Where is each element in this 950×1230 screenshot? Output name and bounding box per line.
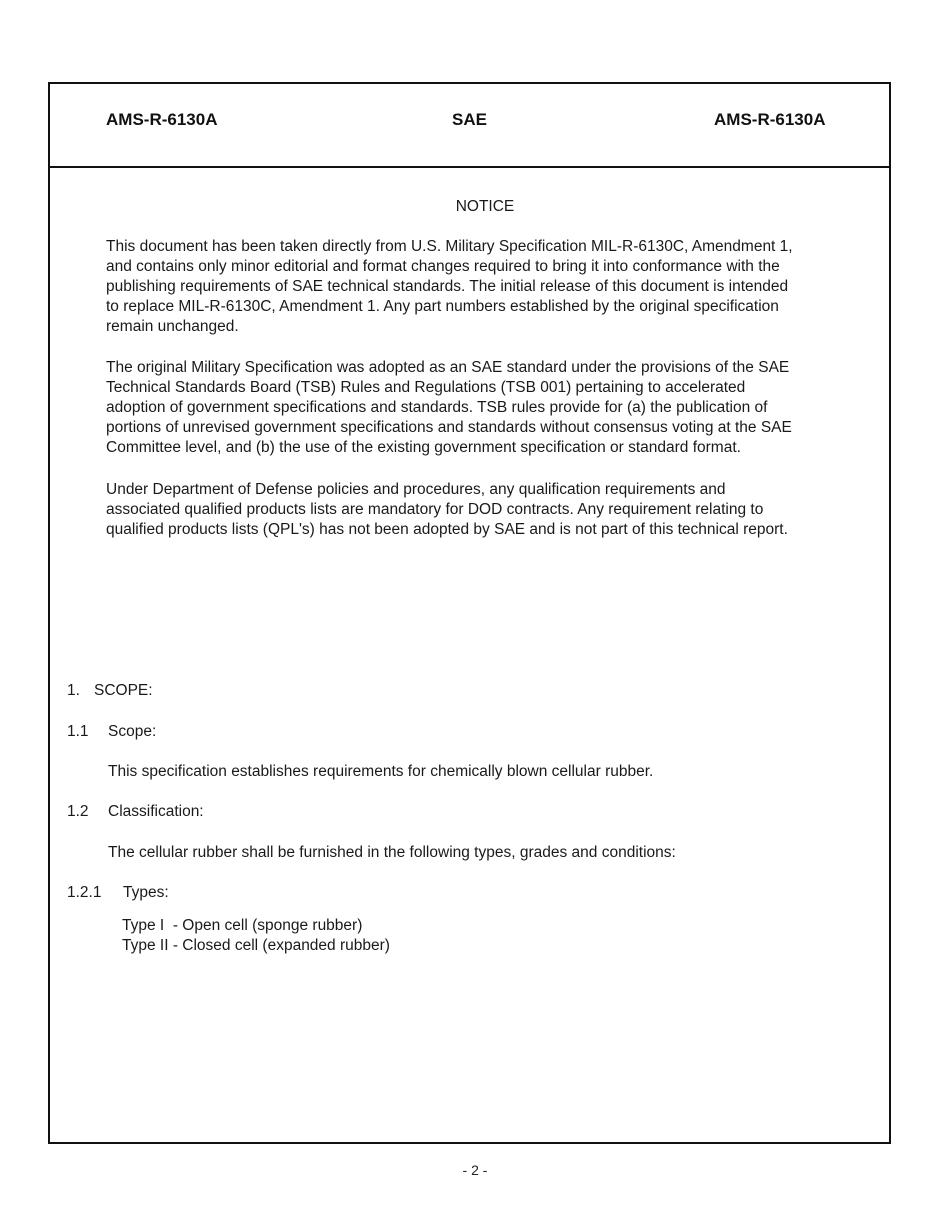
notice-title: NOTICE [455, 198, 515, 215]
header-organization: SAE [452, 110, 487, 129]
paragraph-line: This document has been taken directly from U.S. Military Specification MIL-R-6130C, Amendment 1, [106, 238, 793, 255]
section-1-1-body: This specification establishes requirements for chemically blown cellular rubber. [108, 763, 654, 780]
section-1-1-number: 1.1 [67, 723, 89, 740]
page-number: - 2 - [462, 1162, 488, 1178]
section-1-1-title: Scope: [108, 723, 157, 740]
paragraph-line: The original Military Specification was adopted as an SAE standard under the provisions of the SAE [106, 359, 790, 376]
section-1-2-body: The cellular rubber shall be furnished in the following types, grades and conditions: [108, 844, 676, 861]
section-1-2-title: Classification: [108, 803, 204, 820]
section-1-2-number: 1.2 [67, 803, 89, 820]
paragraph-line: remain unchanged. [106, 318, 239, 335]
paragraph-line: publishing requirements of SAE technical standards. The initial release of this document is intended [106, 278, 789, 295]
paragraph-line: qualified products lists (QPL's) has not been adopted by SAE and is not part of this technical report. [106, 521, 788, 538]
section-1-number: 1. [67, 682, 80, 699]
header-doc-id-right: AMS-R-6130A [714, 110, 826, 129]
paragraph-line: Under Department of Defense policies and procedures, any qualification requirements and [106, 481, 726, 498]
type-list-item: Type I - Open cell (sponge rubber) [122, 917, 363, 934]
paragraph-line: adoption of government specifications and standards. TSB rules provide for (a) the publication of [106, 399, 768, 416]
header-doc-id-left: AMS-R-6130A [106, 110, 218, 129]
paragraph-line: and contains only minor editorial and format changes required to bring it into conformance with the [106, 258, 780, 275]
notice-paragraph-2 [106, 358, 866, 458]
paragraph-line: to replace MIL-R-6130C, Amendment 1. Any part numbers established by the original specification [106, 298, 779, 315]
type-list-item: Type II - Closed cell (expanded rubber) [122, 937, 390, 954]
paragraph-line: Committee level, and (b) the use of the existing government specification or standard format. [106, 439, 741, 456]
paragraph-line: portions of unrevised government specifications and standards without consensus voting at the SAE [106, 419, 792, 436]
notice-paragraph-1 [106, 237, 866, 337]
document-header [50, 84, 889, 168]
section-1-2-1-number: 1.2.1 [67, 884, 102, 901]
paragraph-line: associated qualified products lists are mandatory for DOD contracts. Any requirement relating to [106, 501, 764, 518]
section-1-2-1-title: Types: [123, 884, 169, 901]
notice-paragraph-3 [106, 480, 866, 540]
section-1-title: SCOPE: [94, 682, 153, 699]
paragraph-line: Technical Standards Board (TSB) Rules and Regulations (TSB 001) pertaining to accelerated [106, 379, 746, 396]
